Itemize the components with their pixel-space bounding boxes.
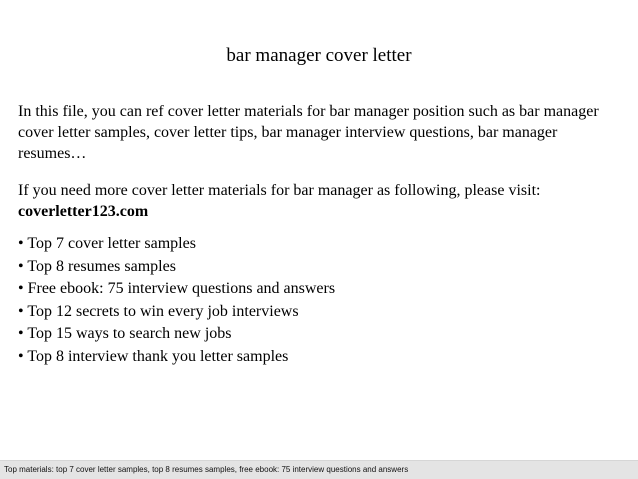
website-link[interactable]: coverletter123.com	[18, 203, 149, 220]
list-item: • Top 7 cover letter samples	[18, 235, 196, 252]
page-title: bar manager cover letter	[226, 45, 412, 66]
list-item: • Top 8 resumes samples	[18, 257, 176, 275]
visit-text: If you need more cover letter materials for bar manager as following, please visit:	[18, 182, 541, 199]
list-item: • Top 8 interview thank you letter samples	[18, 347, 289, 365]
slide-content	[18, 101, 620, 368]
intro-paragraph: In this file, you can ref cover letter materials for bar manager position such as bar manager cover letter samples, cover letter tips, bar manager interview questions, bar manager resumes…	[18, 103, 599, 162]
list-item: • Top 15 ways to search new jobs	[18, 325, 232, 342]
footer-bar	[0, 460, 638, 479]
visit-paragraph	[18, 180, 620, 222]
list-item: • Top 12 secrets to win every job interviews	[18, 302, 299, 320]
footer-text: Top materials: top 7 cover letter samples, top 8 resumes samples, free ebook: 75 interview questions and answers	[4, 465, 409, 474]
materials-list	[18, 233, 620, 368]
list-item: • Free ebook: 75 interview questions and answers	[18, 280, 336, 297]
